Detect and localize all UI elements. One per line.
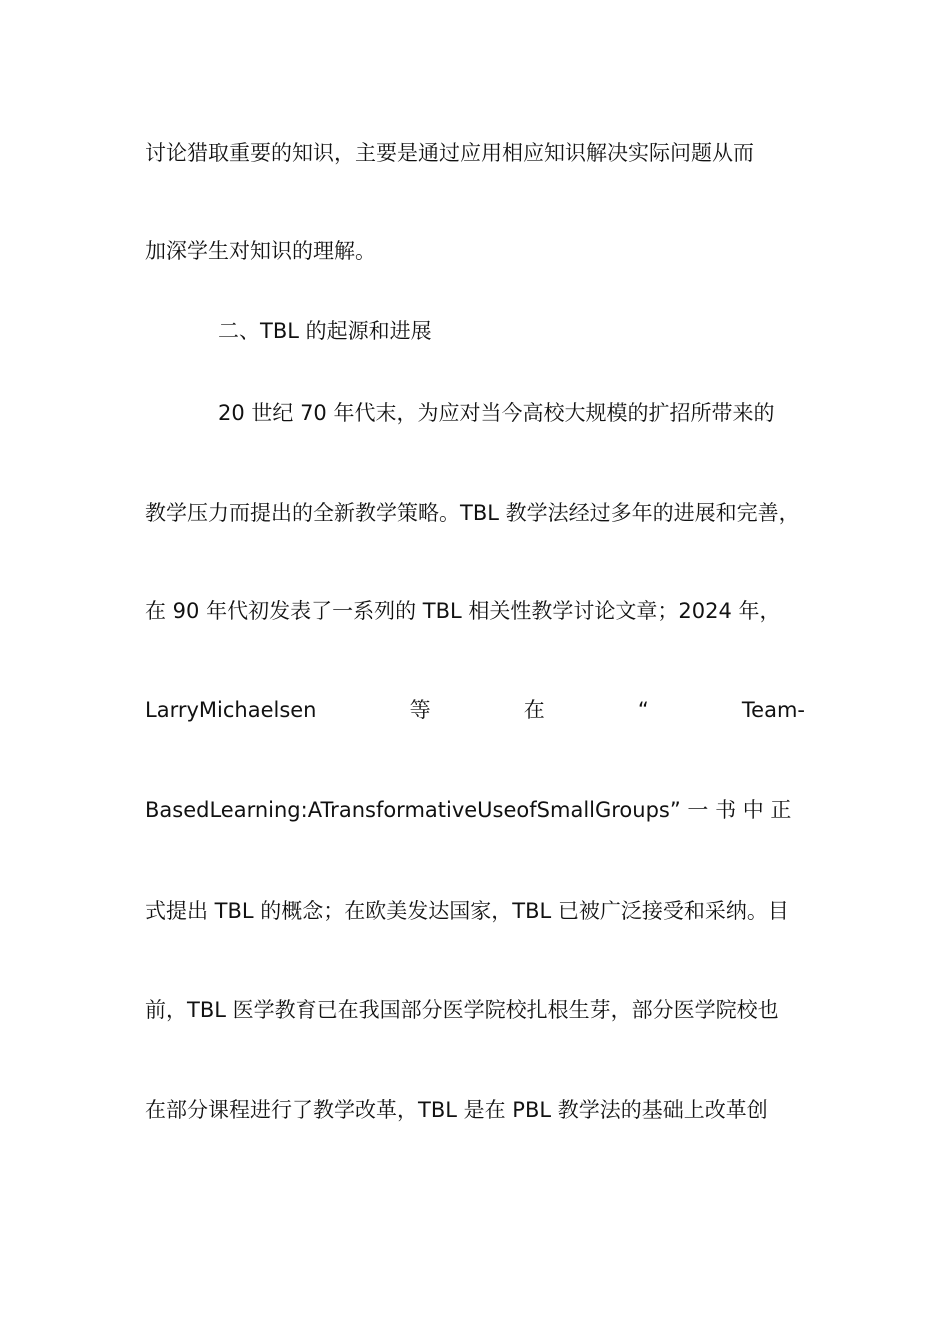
justified-word: 在 (523, 698, 545, 722)
justified-word: 等 (409, 698, 431, 722)
justified-word: “ (637, 698, 649, 722)
justified-line (145, 695, 805, 725)
paragraph-line: 式提出 TBL 的概念；在欧美发达国家，TBL 已被广泛接受和采纳。目 (145, 899, 789, 923)
section-heading: 二、TBL 的起源和进展 (218, 319, 432, 343)
paragraph-line: 在 90 年代初发表了一系列的 TBL 相关性教学讨论文章；2024 年， (145, 599, 781, 623)
justified-word: Team- (741, 698, 805, 722)
paragraph-line: 教学压力而提出的全新教学策略。TBL 教学法经过多年的进展和完善， (145, 501, 800, 525)
paragraph-line: BasedLearning:ATransformativeUseofSmallGroups” 一 书 中 正 (145, 798, 792, 822)
paragraph-line: 加深学生对知识的理解。 (145, 239, 376, 263)
paragraph-line: 20 世纪 70 年代末，为应对当今高校大规模的扩招所带来的 (218, 401, 775, 425)
justified-word: LarryMichaelsen (145, 698, 317, 722)
paragraph-line: 讨论猎取重要的知识，主要是通过应用相应知识解决实际问题从而 (145, 141, 754, 165)
paragraph-line: 前，TBL 医学教育已在我国部分医学院校扎根生芽，部分医学院校也 (145, 998, 779, 1022)
paragraph-line: 在部分课程进行了教学改革，TBL 是在 PBL 教学法的基础上改革创 (145, 1098, 768, 1122)
